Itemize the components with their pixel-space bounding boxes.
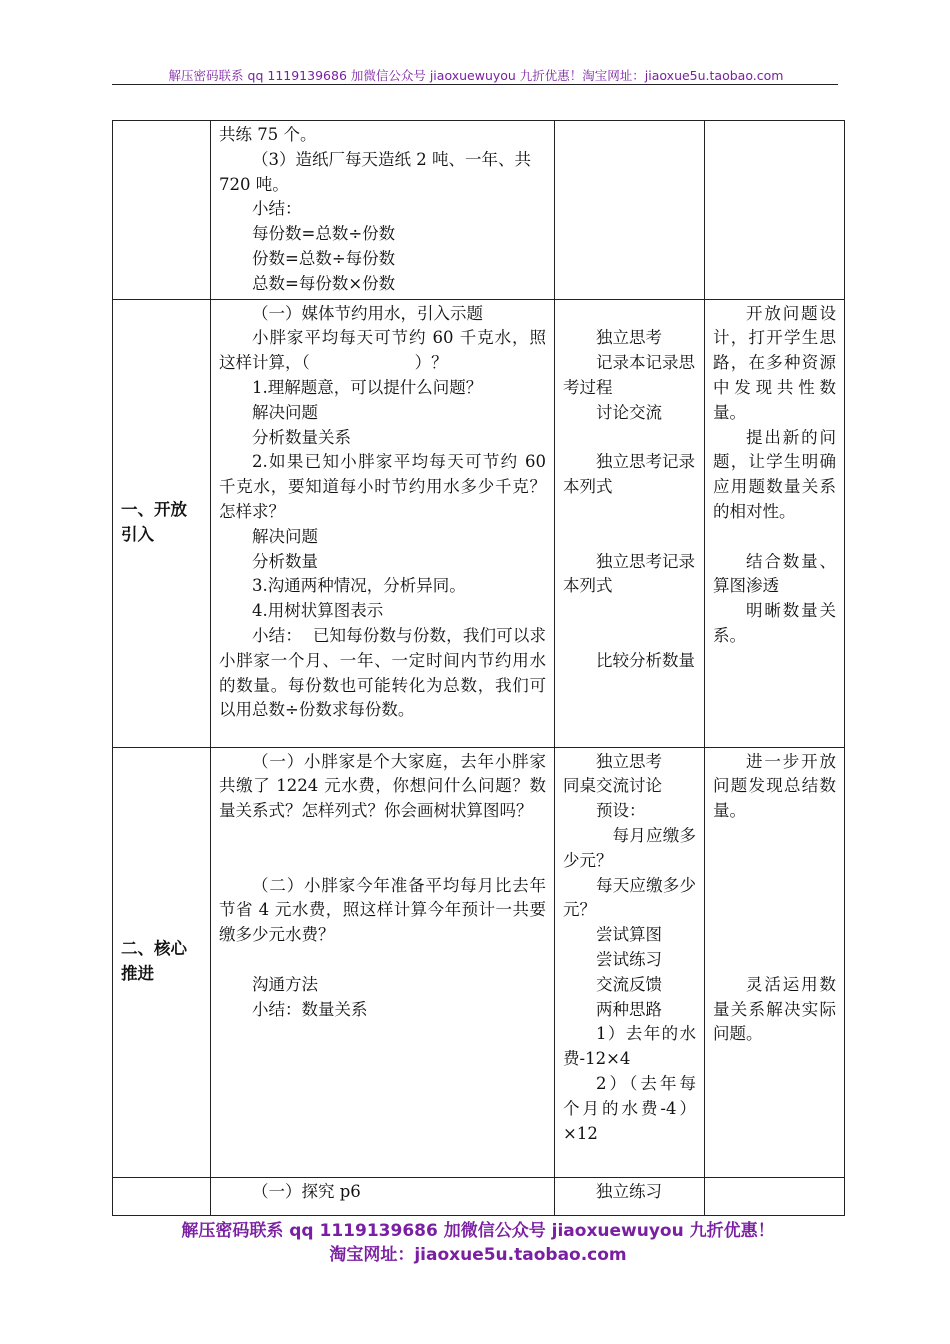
table-row bbox=[113, 121, 845, 300]
student-line: 独立思考 bbox=[596, 751, 662, 771]
page-footer-watermark bbox=[112, 1219, 844, 1267]
content-line: 3.沟通两种情况，分析异同。 bbox=[252, 576, 466, 596]
content-line: 解决问题 bbox=[252, 402, 318, 422]
content-line: 总数=每份数×份数 bbox=[252, 273, 396, 293]
content-line: （二）小胖家今年准备平均每月比去年节省 4 元水费，照这样计算今年预计一共要缴多少元水费？ bbox=[219, 875, 546, 945]
student-line: 交流反馈 bbox=[596, 974, 662, 994]
student-activity-cell bbox=[555, 1177, 705, 1215]
design-line: 进一步开放问题发现总结数量。 bbox=[713, 751, 836, 821]
student-line: 尝试算图 bbox=[596, 925, 662, 945]
student-line: 每天应缴多少元？ bbox=[563, 875, 696, 920]
row-label: 一、开放引入 bbox=[113, 299, 211, 747]
student-line: 尝试练习 bbox=[596, 949, 662, 969]
student-line: 讨论交流 bbox=[596, 402, 662, 422]
design-intent-cell bbox=[705, 1177, 845, 1215]
footer-line-contact: 解压密码联系 qq 1119139686 加微信公众号 jiaoxuewuyou 九折优惠！ bbox=[181, 1221, 775, 1241]
table-row bbox=[113, 299, 845, 747]
table-row bbox=[113, 747, 845, 1177]
student-line: 记录本记录思考过程 bbox=[563, 353, 695, 397]
lesson-plan-table bbox=[112, 120, 845, 1216]
design-line: 提出新的问题，让学生明确应用题数量关系的相对性。 bbox=[713, 427, 836, 521]
student-line: 比较分析数量 bbox=[596, 650, 695, 670]
student-line: 每月应缴多少元？ bbox=[563, 825, 696, 870]
student-line: 1）去年的水费-12×4 bbox=[563, 1024, 696, 1069]
activity-content-cell bbox=[211, 299, 555, 747]
design-line: 明晰数量关系。 bbox=[713, 601, 836, 645]
design-line: 结合数量、算图渗透 bbox=[713, 551, 836, 596]
student-line: 同桌交流讨论 bbox=[563, 776, 662, 796]
design-intent-cell bbox=[705, 121, 845, 300]
row-label: 二、核心推进 bbox=[113, 747, 211, 1177]
design-intent-cell bbox=[705, 299, 845, 747]
content-line: 分析数量关系 bbox=[252, 427, 351, 447]
content-line: 分析数量 bbox=[252, 551, 318, 571]
student-line: 独立思考 bbox=[596, 328, 662, 348]
content-line: （一）小胖家是个大家庭，去年小胖家共缴了 1224 元水费，你想问什么问题？数量关系式？怎样列式？你会画树状算图吗？ bbox=[219, 751, 546, 821]
content-line: 共练 75 个。 bbox=[219, 125, 317, 144]
content-line: 每份数=总数÷份数 bbox=[252, 224, 396, 244]
student-line: 预设： bbox=[596, 801, 646, 821]
design-line: 灵活运用数量关系解决实际问题。 bbox=[713, 974, 836, 1044]
content-line: （3）造纸厂每天造纸 2 吨、一年、共 bbox=[252, 149, 531, 169]
student-line: 独立思考记录本列式 bbox=[563, 452, 695, 497]
design-line: 开放问题设计，打开学生思路，在多种资源中发现共性数量。 bbox=[713, 303, 836, 422]
student-activity-cell bbox=[555, 747, 705, 1177]
header-divider bbox=[112, 84, 838, 85]
content-line: 沟通方法 bbox=[252, 974, 318, 994]
footer-line-shop-url: 淘宝网址：jiaoxue5u.taobao.com bbox=[329, 1245, 627, 1265]
table-row bbox=[113, 1177, 845, 1215]
activity-content-cell bbox=[211, 1177, 555, 1215]
content-line: 解决问题 bbox=[252, 526, 318, 546]
content-line: 份数=总数÷每份数 bbox=[252, 248, 396, 268]
student-line: 独立练习 bbox=[596, 1181, 662, 1201]
activity-content-cell bbox=[211, 121, 555, 300]
content-line: 1.理解题意，可以提什么问题？ bbox=[252, 377, 483, 397]
design-intent-cell bbox=[705, 747, 845, 1177]
student-line: 两种思路 bbox=[596, 999, 662, 1019]
content-line: 小结：数量关系 bbox=[252, 999, 368, 1019]
student-line: 独立思考记录本列式 bbox=[563, 551, 695, 596]
page-header-watermark: 解压密码联系 qq 1119139686 加微信公众号 jiaoxuewuyou 九折优惠！淘宝网址：jiaoxue5u.taobao.com bbox=[168, 68, 784, 83]
content-line: 小结： 已知每份数与份数，我们可以求小胖家一个月、一年、一定时间内节约用水的数量。每份数也可能转化为总数，我们可以用总数÷份数求每份数。 bbox=[219, 625, 546, 720]
content-line: （一）媒体节约用水，引入示题 bbox=[252, 303, 483, 323]
student-activity-cell bbox=[555, 121, 705, 300]
student-activity-cell bbox=[555, 299, 705, 747]
content-line: 小结： bbox=[252, 199, 302, 219]
student-line: 2）（去年每个月的水费-4）×12 bbox=[563, 1073, 696, 1143]
row-label bbox=[113, 121, 211, 300]
content-line: 2.如果已知小胖家平均每天可节约 60 千克水，要知道每小时节约用水多少千克？怎样求？ bbox=[219, 452, 552, 521]
content-line: （一）探究 p6 bbox=[252, 1181, 361, 1201]
activity-content-cell bbox=[211, 747, 555, 1177]
row-label bbox=[113, 1177, 211, 1215]
content-line: 4.用树状算图表示 bbox=[252, 601, 384, 621]
content-line: 小胖家平均每天可节约 60 千克水，照这样计算，（ ）？ bbox=[219, 328, 546, 373]
content-line: 720 吨。 bbox=[219, 174, 289, 194]
